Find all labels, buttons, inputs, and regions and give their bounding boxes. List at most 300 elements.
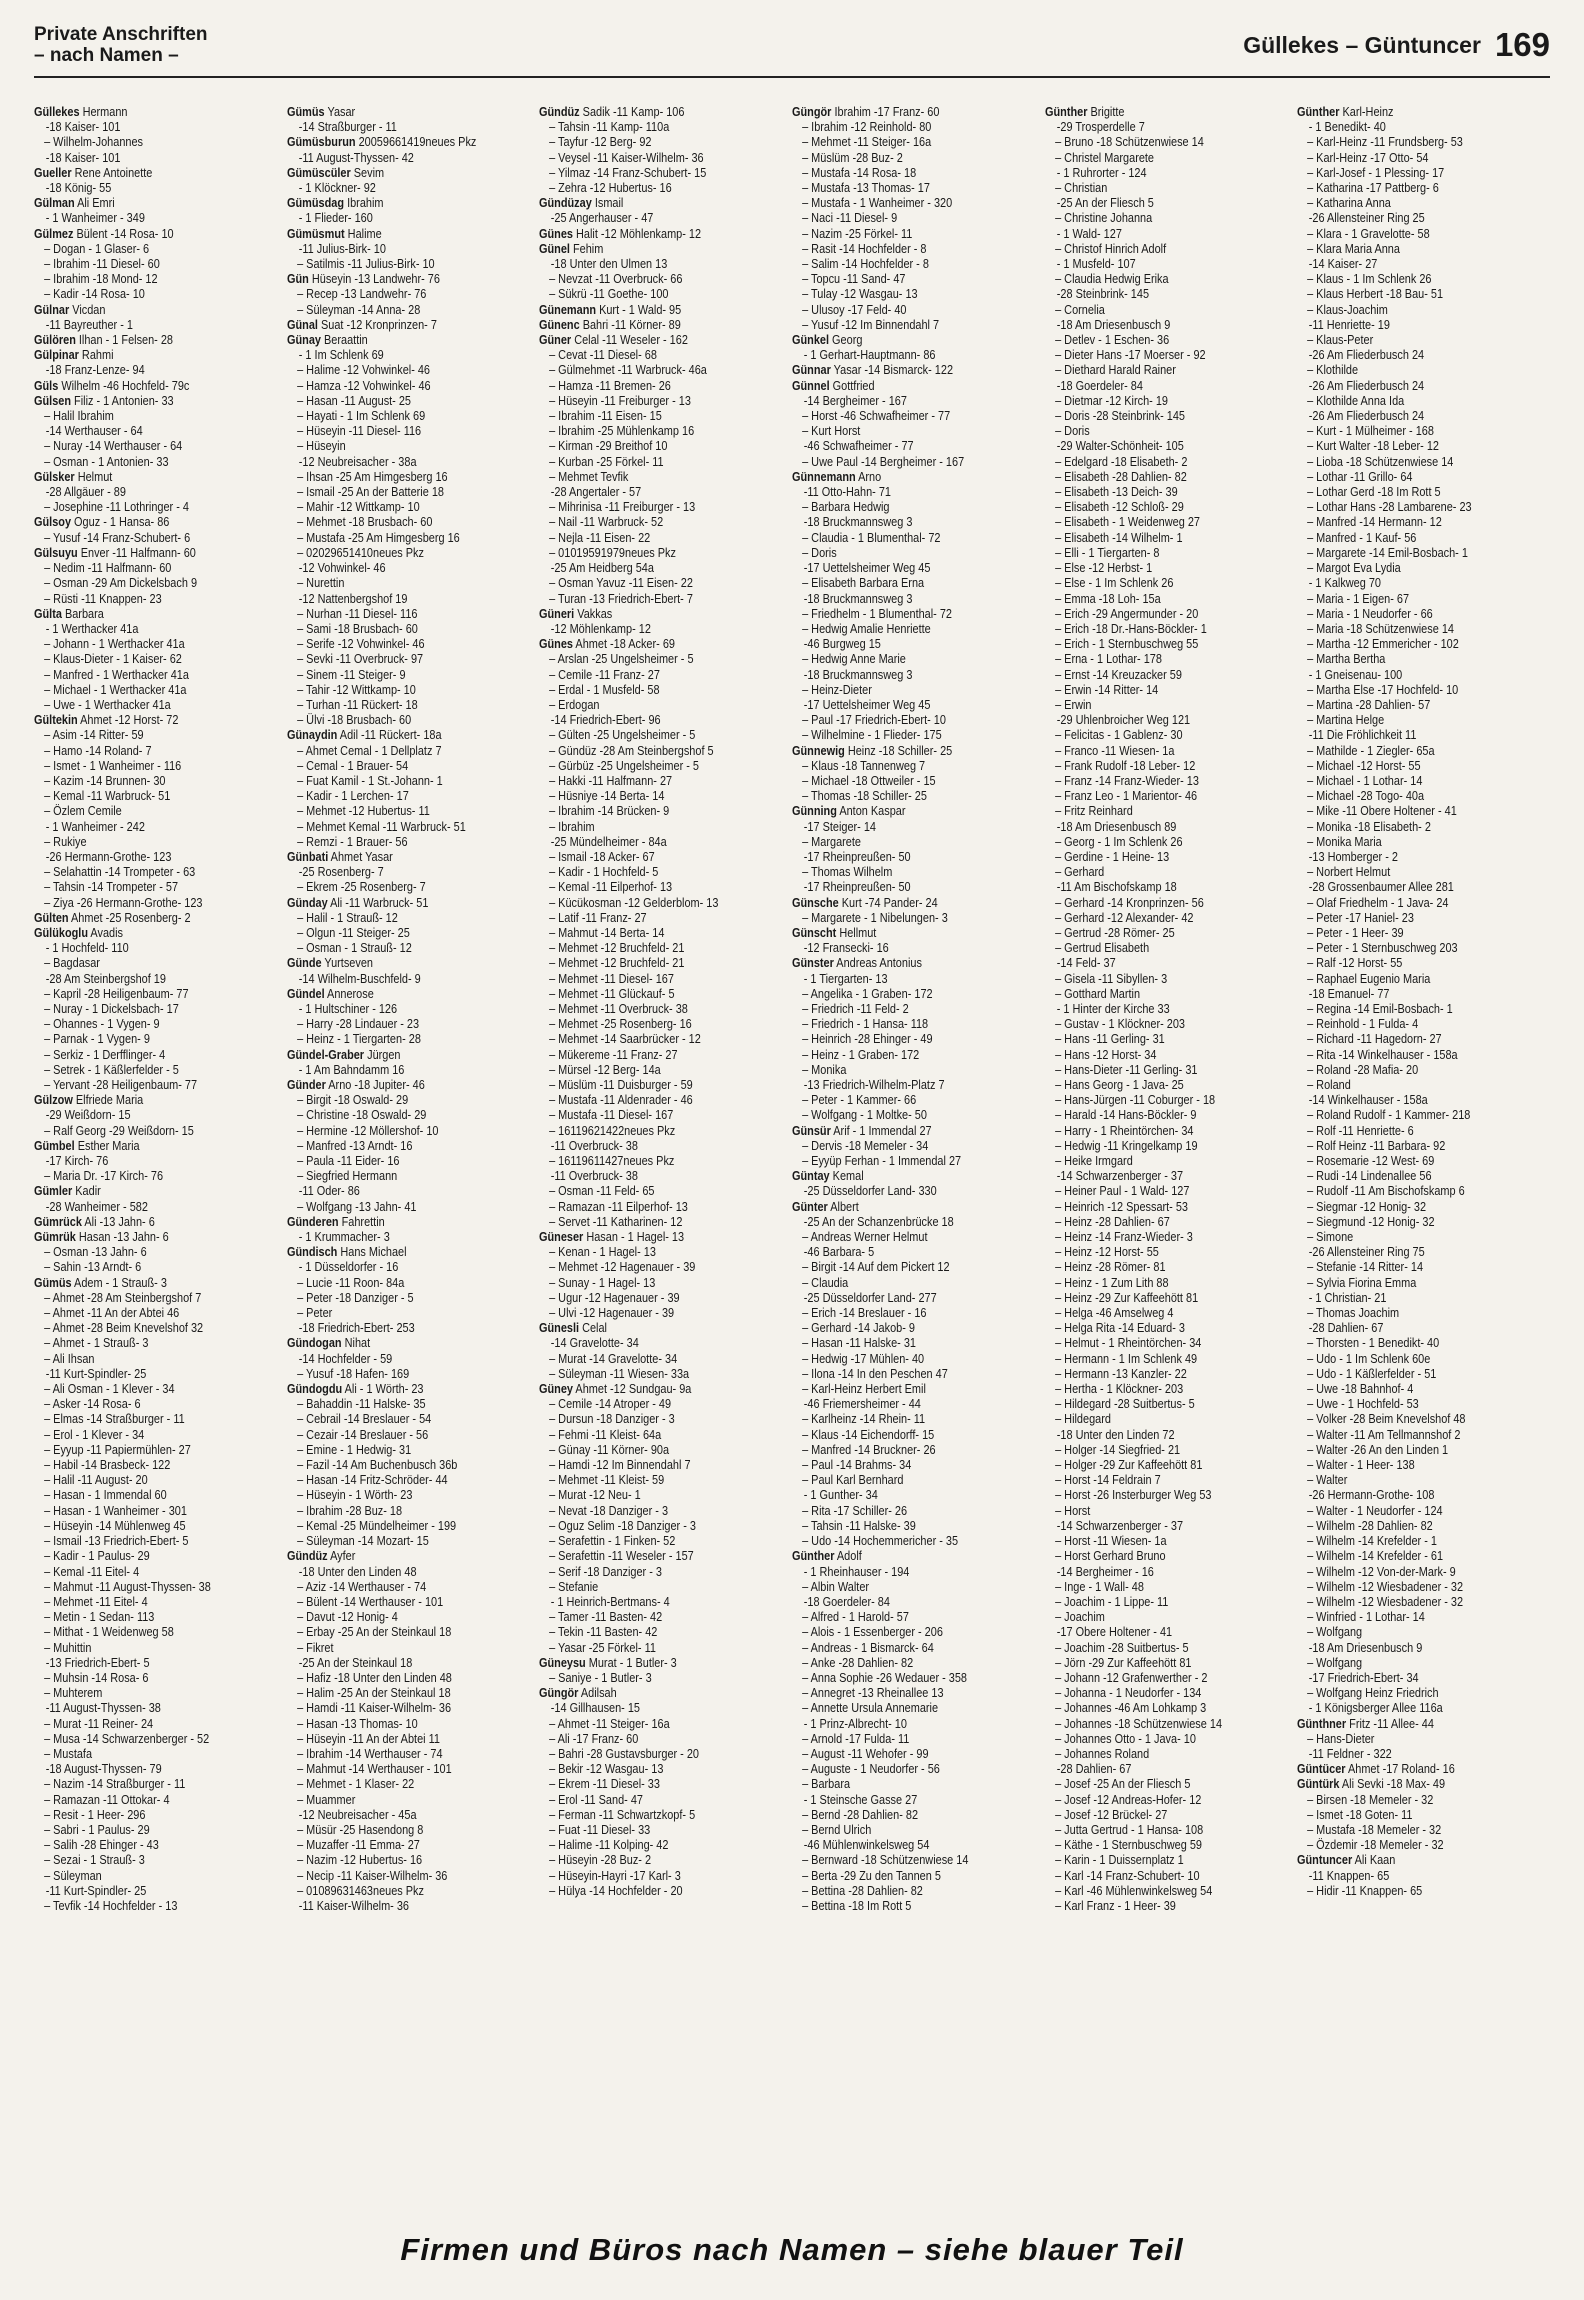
- directory-entry: – Bahaddin -11 Halske- 35: [296, 1396, 426, 1412]
- directory-entry: – Heinz - 1 Zum Lith 88: [1054, 1274, 1169, 1290]
- surname: Güneysu: [539, 1654, 587, 1670]
- directory-entry: – Ahmet -11 Steiger- 16a: [549, 1715, 671, 1731]
- directory-entry: – Siegmund -12 Honig- 32: [1307, 1213, 1435, 1229]
- directory-entry: -17 Steiger- 14: [803, 818, 877, 834]
- directory-entry: – Gerhard -12 Alexander- 42: [1054, 909, 1194, 925]
- directory-entry: Günday Ali -11 Warbruck- 51: [286, 894, 429, 910]
- directory-entry: – Muhittin: [44, 1639, 92, 1655]
- directory-entry: – Murat -12 Neu- 1: [549, 1487, 642, 1503]
- directory-entry: – Hasan -11 Halske- 31: [802, 1335, 917, 1351]
- directory-entry: -18 König- 55: [45, 180, 112, 196]
- directory-entry: – Heinrich -28 Ehinger - 49: [802, 1031, 933, 1047]
- directory-entry: Gümüs Yasar: [286, 104, 355, 119]
- directory-entry: – Siegfried Hermann: [296, 1168, 397, 1184]
- directory-entry: – Walter - 1 Neudorfer - 124: [1307, 1502, 1443, 1518]
- directory-entry: Günes Ahmet -18 Acker- 69: [539, 636, 676, 652]
- directory-entry: – Sabri - 1 Paulus- 29: [44, 1821, 150, 1837]
- directory-entry: Günscht Hellmut: [792, 924, 877, 940]
- directory-entry: – Maria - 1 Eigen- 67: [1307, 590, 1410, 606]
- surname: Günscht: [792, 924, 837, 940]
- directory-entry: – Roland Rudolf - 1 Kammer- 218: [1307, 1107, 1471, 1123]
- directory-entry: Gündisch Hans Michael: [286, 1244, 407, 1260]
- directory-entry: Güntücer Ahmet -17 Roland- 16: [1297, 1761, 1456, 1777]
- directory-entry: – Klaus-Dieter - 1 Kaiser- 62: [44, 651, 182, 667]
- directory-entry: – Hüseyin -11 An der Abtei 11: [296, 1730, 440, 1746]
- directory-entry: – Sunay - 1 Hagel- 13: [549, 1274, 656, 1290]
- directory-entry: – Doris: [1054, 423, 1090, 439]
- section-title-line2: – nach Namen –: [34, 45, 179, 66]
- directory-entry: – Osman - 1 Strauß- 12: [296, 940, 412, 956]
- directory-entry: – Margarete -14 Emil-Bosbach- 1: [1307, 544, 1469, 560]
- surname: Gülsuyu: [34, 544, 78, 560]
- directory-column-3: [539, 104, 792, 2232]
- directory-entry: – Nedim -11 Halfmann- 60: [44, 560, 172, 576]
- directory-entry: – Sinem -11 Steiger- 9: [296, 666, 406, 682]
- directory-entry: – Aziz -14 Werthauser - 74: [296, 1578, 426, 1594]
- directory-entry: Gümüsmut Halime: [286, 225, 382, 241]
- directory-entry: – Bahri -28 Gustavsburger - 20: [549, 1745, 700, 1761]
- directory-entry: – Simone: [1307, 1229, 1354, 1245]
- directory-entry: – Monika Maria: [1307, 833, 1383, 849]
- directory-entry: - 1 Wald- 127: [1056, 225, 1122, 241]
- directory-entry: – Özlem Cemile: [44, 803, 122, 819]
- directory-entry: – Musa -14 Schwarzenberger - 52: [44, 1730, 210, 1746]
- directory-entry: – Udo - 1 Käßlerfelder - 51: [1307, 1365, 1437, 1381]
- directory-entry: Güntuncer Ali Kaan: [1297, 1852, 1396, 1868]
- directory-entry: – Erich -29 Angermunder - 20: [1054, 605, 1199, 621]
- directory-entry: – Ibrahim: [549, 818, 595, 834]
- directory-entry: – Serkiz - 1 Derfflinger- 4: [44, 1046, 166, 1062]
- surname: Günster: [792, 955, 834, 971]
- directory-entry: -14 Feld- 37: [1056, 955, 1116, 971]
- directory-entry: – Lioba -18 Schützenwiese 14: [1307, 453, 1454, 469]
- directory-entry: Gültekin Ahmet -12 Horst- 72: [34, 712, 179, 728]
- directory-entry: – Walter -26 An den Linden 1: [1307, 1441, 1449, 1457]
- surname: Güllekes: [34, 104, 80, 119]
- directory-entry: -26 Allensteiner Ring 75: [1309, 1244, 1426, 1260]
- directory-entry: – Gertrud -28 Römer- 25: [1054, 924, 1175, 940]
- directory-entry: -46 Schwafheimer - 77: [803, 438, 914, 454]
- directory-entry: – Sevki -11 Overbruck- 97: [296, 651, 423, 667]
- directory-entry: Günter Albert: [792, 1198, 859, 1214]
- directory-entry: Güneri Vakkas: [539, 605, 613, 621]
- surname: Gündüz: [539, 104, 580, 119]
- directory-entry: – Harry - 1 Rheintörchen- 34: [1054, 1122, 1194, 1138]
- directory-entry: Günnemann Arno: [792, 468, 882, 484]
- directory-entry: – Hedwig Amalie Henriette: [802, 620, 931, 636]
- directory-entry: – Latif -11 Franz- 27: [549, 909, 647, 925]
- directory-entry: – Christine Johanna: [1054, 210, 1152, 226]
- directory-entry: – Doris: [802, 544, 837, 560]
- directory-entry: – Kirman -29 Breithof 10: [549, 438, 668, 454]
- directory-entry: – Frank Rudolf -18 Leber- 12: [1054, 757, 1195, 773]
- directory-entry: – Nurettin: [296, 575, 345, 591]
- directory-entry: – Hans Georg - 1 Java- 25: [1054, 1077, 1184, 1092]
- directory-entry: – Yusuf -14 Franz-Schubert- 6: [44, 529, 191, 545]
- directory-entry: – Heinz -29 Zur Kaffeehött 81: [1054, 1289, 1198, 1305]
- directory-entry: – 01089631463neues Pkz: [296, 1882, 424, 1898]
- directory-entry: – Halime -12 Vohwinkel- 46: [296, 362, 430, 378]
- directory-entry: – Ali Ihsan: [44, 1350, 95, 1366]
- directory-entry: – Süleyman -11 Wiesen- 33a: [549, 1365, 690, 1381]
- directory-entry: – Sahin -13 Arndt- 6: [44, 1259, 142, 1275]
- directory-entry: – Cemile -11 Franz- 27: [549, 666, 661, 682]
- directory-entry: – Osman - 1 Antonien- 33: [44, 453, 169, 469]
- directory-entry: -46 Barbara- 5: [803, 1244, 875, 1260]
- directory-entry: -17 Uettelsheimer Weg 45: [803, 696, 931, 712]
- surname: Güneser: [539, 1229, 584, 1245]
- directory-entry: – Bagdasar: [44, 955, 100, 971]
- directory-entry: – Angelika - 1 Graben- 172: [802, 985, 933, 1001]
- directory-entry: – Osman -29 Am Dickelsbach 9: [44, 575, 198, 591]
- directory-entry: – Rita -14 Winkelhauser - 158a: [1307, 1046, 1458, 1062]
- directory-entry: – Erdal - 1 Musfeld- 58: [549, 681, 660, 697]
- directory-entry: – Yasar -25 Förkel- 11: [549, 1639, 657, 1655]
- surname: Günder: [286, 1077, 326, 1092]
- directory-entry: Gümüsburun 20059661419neues Pkz: [286, 134, 477, 150]
- directory-entry: – Bülent -14 Werthauser - 101: [296, 1593, 443, 1609]
- directory-entry: – Ulusoy -17 Feld- 40: [802, 301, 907, 317]
- directory-column-5: [1045, 104, 1298, 2232]
- directory-entry: – Manfred - 1 Kauf- 56: [1307, 529, 1417, 545]
- surname: Gülpinar: [34, 347, 79, 363]
- directory-entry: - 1 Wanheimer - 242: [45, 818, 145, 834]
- directory-entry: – Hans -12 Horst- 34: [1054, 1046, 1157, 1062]
- directory-entry: – Manfred -13 Arndt- 16: [296, 1137, 413, 1153]
- directory-entry: – Wolfgang Heinz Friedrich: [1307, 1685, 1439, 1701]
- directory-entry: – Karl -46 Mühlenwinkelsweg 54: [1054, 1882, 1212, 1898]
- directory-entry: – Mithat - 1 Weidenweg 58: [44, 1624, 174, 1640]
- directory-column-1: [34, 104, 287, 2232]
- directory-entry: – Rüsti -11 Knappen- 23: [44, 590, 162, 606]
- directory-entry: Güngör Adilsah: [539, 1685, 618, 1701]
- directory-entry: – Hasan -14 Fritz-Schröder- 44: [296, 1472, 448, 1488]
- directory-entry: -25 Rosenberg- 7: [298, 864, 384, 880]
- directory-entry: -13 Friedrich-Ebert- 5: [45, 1654, 150, 1670]
- directory-entry: – Stefanie -14 Ritter- 14: [1307, 1259, 1424, 1275]
- directory-entry: – Wilhelm -12 Wiesbadener - 32: [1307, 1578, 1464, 1594]
- directory-entry: – Uwe - 1 Werthacker 41a: [44, 696, 171, 712]
- directory-entry: – Gerhard -14 Jakob- 9: [802, 1320, 915, 1336]
- surname: Güngör: [792, 104, 832, 119]
- directory-entry: – Birsen -18 Memeler - 32: [1307, 1791, 1434, 1807]
- directory-entry: – Doris -28 Steinbrink- 145: [1054, 408, 1185, 424]
- surname: Gümrück: [34, 1213, 82, 1229]
- directory-entry: – Annegret -13 Rheinallee 13: [802, 1685, 944, 1701]
- directory-entry: – Halim -25 An der Steinkaul 18: [296, 1685, 451, 1701]
- directory-entry: – Alois - 1 Essenberger - 206: [802, 1624, 943, 1640]
- directory-entry: – Bruno -18 Schützenwiese 14: [1054, 134, 1204, 150]
- directory-entry: – Hans -11 Gerling- 31: [1054, 1031, 1165, 1047]
- directory-entry: – Christel Margarete: [1054, 149, 1154, 165]
- surname: Gümüsburun: [286, 134, 356, 150]
- directory-entry: – Edelgard -18 Elisabeth- 2: [1054, 453, 1188, 469]
- directory-entry: – Barbara Hedwig: [802, 499, 890, 515]
- directory-entry: – Martina Helge: [1307, 712, 1385, 728]
- directory-entry: – Ekrem -11 Diesel- 33: [549, 1776, 661, 1792]
- directory-entry: – Gerdine - 1 Heine- 13: [1054, 848, 1169, 864]
- directory-entry: – Mustafa - 1 Wanheimer - 320: [802, 195, 953, 211]
- directory-entry: – Hüseyin -11 Diesel- 116: [296, 423, 421, 439]
- directory-entry: Güllekes Hermann: [34, 104, 128, 119]
- directory-entry: -29 Walter-Schönheit- 105: [1056, 438, 1184, 454]
- directory-entry: Günenc Bahri -11 Körner- 89: [539, 316, 682, 332]
- directory-entry: Gündüzay Ismail: [539, 195, 624, 211]
- directory-entry: – Muzaffer -11 Emma- 27: [296, 1837, 420, 1853]
- directory-entry: – Yusuf -18 Hafen- 169: [296, 1365, 409, 1381]
- directory-entry: – Martina -28 Dahlien- 57: [1307, 696, 1431, 712]
- directory-entry: – Josephine -11 Lothringer - 4: [44, 499, 189, 515]
- directory-entry: – Franco -11 Wiesen- 1a: [1054, 742, 1175, 758]
- directory-entry: – Bekir -12 Wasgau- 13: [549, 1761, 664, 1777]
- directory-entry: -11 August-Thyssen- 38: [45, 1700, 161, 1716]
- directory-entry: – Regina -14 Emil-Bosbach- 1: [1307, 1000, 1454, 1016]
- directory-entry: – Franz Leo - 1 Marientor- 46: [1054, 788, 1197, 804]
- surname: Gündisch: [286, 1244, 338, 1260]
- directory-entry: – Margarete - 1 Nibelungen- 3: [802, 909, 948, 925]
- directory-entry: Günther Brigitte: [1044, 104, 1125, 119]
- directory-entry: – Ibrahim -18 Mond- 12: [44, 271, 158, 287]
- directory-entry: Gündel Annerose: [286, 985, 374, 1001]
- directory-entry: – Heinz -14 Franz-Wieder- 3: [1054, 1229, 1193, 1245]
- directory-entry: - 1 Flieder- 160: [298, 210, 373, 226]
- directory-entry: Gülsen Filiz - 1 Antonien- 33: [34, 392, 174, 408]
- directory-entry: – Ekrem -25 Rosenberg- 7: [296, 879, 426, 895]
- directory-entry: -25 Düsseldorfer Land- 277: [803, 1289, 937, 1305]
- directory-entry: – Ibrahim -28 Buz- 18: [296, 1502, 402, 1518]
- directory-entry: – Rosemarie -12 West- 69: [1307, 1153, 1435, 1169]
- directory-entry: -28 Grossenbaumer Allee 281: [1309, 879, 1455, 895]
- directory-entry: – Wilhelm -14 Krefelder - 61: [1307, 1548, 1444, 1564]
- directory-entry: – Gündüz -28 Am Steinbergshof 5: [549, 742, 714, 758]
- directory-entry: – Harald -14 Hans-Böckler- 9: [1054, 1107, 1197, 1123]
- surname: Gümüs: [34, 1274, 72, 1290]
- directory-entry: Güneysu Murat - 1 Butler- 3: [539, 1654, 678, 1670]
- directory-entry: -26 Hermann-Grothe- 108: [1309, 1487, 1435, 1503]
- directory-entry: – Gotthard Martin: [1054, 985, 1140, 1001]
- directory-entry: – Mustafa: [44, 1745, 93, 1761]
- directory-entry: – Hüseyin -14 Mühlenweg 45: [44, 1517, 186, 1533]
- directory-entry: -18 Bruckmannsweg 3: [803, 590, 913, 606]
- directory-entry: – Hertha - 1 Klöckner- 203: [1054, 1381, 1183, 1397]
- directory-entry: Gündüz Sadik -11 Kamp- 106: [539, 104, 685, 119]
- directory-entry: -14 Wilhelm-Buschfeld- 9: [298, 970, 421, 986]
- directory-entry: - 1 Ruhrorter - 124: [1056, 164, 1147, 180]
- directory-entry: – Mustafa -11 Diesel- 167: [549, 1107, 674, 1123]
- directory-entry: – Karl-Josef - 1 Plessing- 17: [1307, 164, 1445, 180]
- directory-entry: -25 Am Heidberg 54a: [551, 560, 655, 576]
- directory-entry: – Nuray - 1 Dickelsbach- 17: [44, 1000, 179, 1016]
- directory-entry: Güntürk Ali Sevki -18 Max- 49: [1297, 1776, 1446, 1792]
- directory-entry: – Hans-Dieter -11 Gerling- 31: [1054, 1061, 1198, 1077]
- directory-entry: – Elisabeth -28 Dahlien- 82: [1054, 468, 1187, 484]
- directory-entry: – Mathilde - 1 Ziegler- 65a: [1307, 742, 1435, 758]
- directory-entry: – Müsür -25 Hasendong 8: [296, 1821, 424, 1837]
- directory-entry: – Ilona -14 In den Peschen 47: [802, 1365, 948, 1381]
- directory-entry: – Cemile -14 Atroper - 49: [549, 1396, 672, 1412]
- directory-entry: Günay Beraattin: [286, 332, 368, 348]
- surname: Güls: [34, 377, 59, 393]
- directory-entry: – Hasan -13 Thomas- 10: [296, 1715, 418, 1731]
- directory-entry: – Osman -13 Jahn- 6: [44, 1244, 147, 1260]
- directory-entry: – Kenan - 1 Hagel- 13: [549, 1244, 657, 1260]
- directory-entry: – Reinhold - 1 Fulda- 4: [1307, 1016, 1419, 1032]
- directory-entry: – Johannes Roland: [1054, 1745, 1149, 1761]
- directory-entry: – Rasit -14 Hochfelder - 8: [802, 240, 927, 256]
- directory-entry: -14 Winkelhauser - 158a: [1309, 1092, 1429, 1108]
- directory-entry: – Dietmar -12 Kirch- 19: [1054, 392, 1168, 408]
- directory-entry: – Klaus-Peter: [1307, 332, 1374, 348]
- directory-entry: – Johannes -46 Am Lohkamp 3: [1054, 1700, 1206, 1716]
- directory-entry: – Mehmet -11 Kleist- 59: [549, 1472, 665, 1488]
- surname: Gueller: [34, 164, 72, 180]
- directory-entry: – Walter - 1 Heer- 138: [1307, 1457, 1416, 1473]
- directory-entry: – Walter: [1307, 1472, 1348, 1488]
- directory-entry: – Satilmis -11 Julius-Birk- 10: [296, 256, 435, 272]
- directory-entry: Günal Suat -12 Kronprinzen- 7: [286, 316, 437, 332]
- directory-entry: – Hans-Jürgen -11 Coburger - 18: [1054, 1092, 1215, 1108]
- directory-entry: - 1 Gunther- 34: [803, 1487, 878, 1503]
- directory-entry: -25 Düsseldorfer Land- 330: [803, 1183, 937, 1199]
- directory-entry: -14 Gillhausen- 15: [551, 1700, 641, 1716]
- directory-entry: – Zehra -12 Hubertus- 16: [549, 180, 673, 196]
- directory-entry: – Hildegard -28 Suitbertus- 5: [1054, 1396, 1195, 1412]
- directory-entry: -14 Kaiser- 27: [1309, 256, 1378, 272]
- directory-entry: – Heiner Paul - 1 Wald- 127: [1054, 1183, 1190, 1199]
- directory-entry: – Naci -11 Diesel- 9: [802, 210, 898, 226]
- directory-entry: – Ziya -26 Hermann-Grothe- 123: [44, 894, 203, 910]
- directory-entry: – Halil Ibrahim: [44, 408, 114, 424]
- directory-entry: – Wolfgang - 1 Moltke- 50: [802, 1107, 927, 1123]
- directory-entry: – Halil -11 August- 20: [44, 1472, 148, 1488]
- directory-entry: – Elli - 1 Tiergarten- 8: [1054, 544, 1160, 560]
- directory-entry: – Nail -11 Warbruck- 52: [549, 514, 664, 530]
- footer-note: Firmen und Büros nach Namen – siehe blauer Teil: [400, 2232, 1184, 2267]
- directory-entry: – Elisabeth Barbara Erna: [802, 575, 925, 591]
- surname: Gümler: [34, 1183, 73, 1199]
- directory-entry: -11 Die Fröhlichkeit 11: [1309, 727, 1417, 743]
- directory-entry: – Emma -18 Loh- 15a: [1054, 590, 1161, 606]
- directory-entry: Güngör Ibrahim -17 Franz- 60: [792, 104, 940, 119]
- directory-entry: – Hüseyin: [296, 438, 346, 454]
- directory-entry: -11 Am Bischofskamp 18: [1056, 879, 1177, 895]
- directory-entry: – Maria -18 Schützenwiese 14: [1307, 620, 1455, 636]
- directory-entry: – Andreas - 1 Bismarck- 64: [802, 1639, 934, 1655]
- directory-entry: – Lothar Gerd -18 Im Rott 5: [1307, 484, 1441, 500]
- directory-entry: – Birgit -14 Auf dem Pickert 12: [802, 1259, 950, 1275]
- directory-entry: -11 Oder- 86: [298, 1183, 360, 1199]
- directory-entry: -11 Kurt-Spindler- 25: [45, 1882, 147, 1898]
- directory-entry: – Serife -12 Vohwinkel- 46: [296, 636, 425, 652]
- directory-entry: – Gürbüz -25 Ungelsheimer - 5: [549, 757, 700, 773]
- directory-entry: – Anna Sophie -26 Wedauer - 358: [802, 1669, 968, 1685]
- directory-entry: – Mustafa -18 Memeler - 32: [1307, 1821, 1442, 1837]
- directory-entry: – Peter - 1 Heer- 39: [1307, 924, 1404, 940]
- directory-entry: – Mehmet Kemal -11 Warbruck- 51: [296, 818, 466, 834]
- surname: Günay: [286, 332, 321, 348]
- directory-entry: – Wolfgang: [1307, 1624, 1363, 1640]
- directory-entry: – Erdogan: [549, 696, 600, 712]
- directory-entry: – Mehmet - 1 Klaser- 22: [296, 1776, 414, 1792]
- directory-entry: -13 Friedrich-Wilhelm-Platz 7: [803, 1077, 945, 1092]
- surname: Güney: [539, 1381, 574, 1397]
- directory-entry: – Heinrich -12 Spessart- 53: [1054, 1198, 1188, 1214]
- directory-entry: – Tahsin -11 Halske- 39: [802, 1517, 916, 1533]
- directory-entry: Gümler Kadir: [34, 1183, 101, 1199]
- directory-entry: - 1 Hultschiner - 126: [298, 1000, 397, 1016]
- directory-entry: - 1 Gerhart-Hauptmann- 86: [803, 347, 936, 363]
- surname: Günthner: [1297, 1715, 1347, 1731]
- directory-entry: – Heinz -12 Horst- 55: [1054, 1244, 1159, 1260]
- directory-entry: – Asker -14 Rosa- 6: [44, 1396, 141, 1412]
- directory-entry: – Sylvia Fiorina Emma: [1307, 1274, 1417, 1290]
- directory-entry: – Cebrail -14 Breslauer - 54: [296, 1411, 431, 1427]
- directory-entry: – Metin - 1 Sedan- 113: [44, 1609, 155, 1625]
- directory-entry: – Horst -14 Feldrain 7: [1054, 1472, 1161, 1488]
- directory-entry: Güney Ahmet -12 Sundgau- 9a: [539, 1381, 692, 1397]
- directory-entry: – Kemal -25 Mündelheimer - 199: [296, 1517, 456, 1533]
- directory-entry: – Manfred -14 Hermann- 12: [1307, 514, 1443, 530]
- directory-entry: -17 Friedrich-Ebert- 34: [1309, 1669, 1419, 1685]
- directory-entry: – Tayfur -12 Berg- 92: [549, 134, 652, 150]
- directory-entry: -14 Werthauser - 64: [45, 423, 143, 439]
- directory-entry: – Wilhelm -14 Krefelder - 1: [1307, 1533, 1438, 1549]
- directory-entry: Gülören Ilhan - 1 Felsen- 28: [34, 332, 173, 348]
- directory-entry: Günderen Fahrettin: [286, 1213, 385, 1229]
- directory-entry: – Mike -11 Obere Holtener - 41: [1307, 803, 1458, 819]
- directory-entry: -46 Mühlenwinkelsweg 54: [803, 1837, 930, 1853]
- directory-entry: -11 Kurt-Spindler- 25: [45, 1365, 147, 1381]
- directory-entry: - 1 Musfeld- 107: [1056, 256, 1136, 272]
- directory-entry: – Klara - 1 Gravelotte- 58: [1307, 225, 1431, 241]
- directory-entry: – Erol - 1 Klever - 34: [44, 1426, 145, 1442]
- directory-entry: – Peter - 1 Kammer- 66: [802, 1092, 917, 1108]
- directory-entry: – Yervant -28 Heiligenbaum- 77: [44, 1077, 198, 1092]
- directory-entry: -25 Angerhauser - 47: [551, 210, 654, 226]
- directory-entry: – Muammer: [296, 1791, 356, 1807]
- surname: Güner: [539, 332, 572, 348]
- directory-entry: – Harry -28 Lindauer - 23: [296, 1016, 419, 1032]
- directory-entry: – Karl-Heinz -17 Otto- 54: [1307, 149, 1429, 165]
- directory-entry: – Peter - 1 Sternbuschweg 203: [1307, 940, 1458, 956]
- directory-entry: – Fazil -14 Am Buchenbusch 36b: [296, 1457, 458, 1473]
- directory-entry: - 1 Kalkweg 70: [1309, 575, 1382, 591]
- directory-entry: – Salih -28 Ehinger - 43: [44, 1837, 159, 1853]
- directory-entry: – Hakki -11 Halfmann- 27: [549, 772, 673, 788]
- directory-entry: – Ahmet - 1 Strauß- 3: [44, 1335, 149, 1351]
- directory-entry: – Thorsten - 1 Benedikt- 40: [1307, 1335, 1440, 1351]
- directory-entry: – Kadir - 1 Lerchen- 17: [296, 788, 409, 804]
- directory-entry: – Klaus - 1 Im Schlenk 26: [1307, 271, 1432, 287]
- directory-entry: – Martha Else -17 Hochfeld- 10: [1307, 681, 1459, 697]
- surname: Günter: [792, 1198, 828, 1214]
- directory-entry: – Berta -29 Zu den Tannen 5: [802, 1867, 941, 1883]
- surname: Gülta: [34, 605, 62, 621]
- directory-entry: – Kadir -14 Rosa- 10: [44, 286, 145, 302]
- directory-entry: -11 Overbruck- 38: [551, 1137, 639, 1153]
- directory-entry: -14 Schwarzenberger - 37: [1056, 1517, 1183, 1533]
- directory-entry: - 1 Düsseldorfer - 16: [298, 1259, 398, 1275]
- directory-entry: – Lucie -11 Roon- 84a: [296, 1274, 405, 1290]
- directory-entry: – Maria Dr. -17 Kirch- 76: [44, 1168, 164, 1184]
- directory-entry: – Dursun -18 Danziger - 3: [549, 1411, 676, 1427]
- directory-entry: -18 Goerdeler- 84: [1056, 377, 1143, 393]
- directory-entry: – Elmas -14 Straßburger - 11: [44, 1411, 185, 1427]
- directory-entry: – Josef -12 Brückel- 27: [1054, 1806, 1168, 1822]
- surname: Gündogdu: [286, 1381, 342, 1397]
- directory-entry: – Martha -12 Emmericher - 102: [1307, 636, 1460, 652]
- directory-entry: Günkel Georg: [792, 332, 863, 348]
